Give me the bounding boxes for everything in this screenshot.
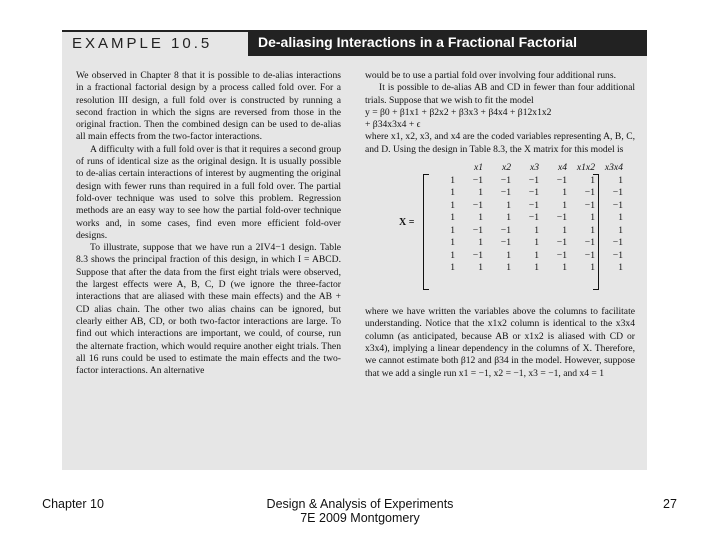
matrix-cell: 1	[450, 187, 455, 199]
matrix-label: X =	[399, 217, 415, 229]
matrix-cell: 1	[534, 262, 539, 274]
matrix-row	[427, 187, 623, 200]
matrix-cell: 1	[590, 262, 595, 274]
right-column	[365, 70, 635, 380]
matrix-header: x1x2	[576, 162, 595, 174]
textbook-page-image	[62, 30, 647, 470]
matrix-cell: −1	[612, 187, 623, 199]
matrix-cell: −1	[472, 224, 483, 236]
matrix-cell: 1	[562, 187, 567, 199]
matrix-cell: −1	[584, 237, 595, 249]
matrix-cell: −1	[556, 174, 567, 186]
matrix-cell: −1	[612, 237, 623, 249]
matrix-cell: 1	[506, 199, 511, 211]
left-paragraph-2: A difficulty with a full fold over is that it requires a second group of runs of identical size as the original design. It is usually possible to de-alias certain interactions of interest by augmenting the original design with fewer runs than required in a full fold over. The partial fold-over technique was used to solve this problem. Regression methods are an easy way to see how the partial fold-over technique works and, in some cases, find even more efficient fold-over designs.	[76, 143, 341, 241]
example-title: De-aliasing Interactions in a Fractional Factorial	[258, 34, 577, 50]
matrix-header: x2	[501, 162, 511, 174]
model-equation-continued: + β34x3x4 + ϵ	[365, 119, 421, 131]
matrix-row	[427, 175, 623, 188]
matrix-cell: 1	[450, 199, 455, 211]
matrix-cell: 1	[478, 262, 483, 274]
matrix-row	[427, 237, 623, 250]
matrix-header: x3	[529, 162, 539, 174]
matrix-cell: −1	[472, 199, 483, 211]
matrix-cell: −1	[500, 187, 511, 199]
matrix-header-row	[427, 162, 623, 175]
matrix-cell: 1	[478, 212, 483, 224]
matrix-cell: −1	[612, 199, 623, 211]
model-equation: y = β0 + β1x1 + β2x2 + β3x3 + β4x4 + β12x1x2	[365, 106, 552, 118]
matrix-cell: 1	[534, 237, 539, 249]
matrix-cell: 1	[478, 237, 483, 249]
footer-page-number: 27	[663, 497, 677, 511]
matrix-cell: −1	[528, 174, 539, 186]
matrix-cell: 1	[562, 224, 567, 236]
matrix-cell: −1	[556, 237, 567, 249]
right-paragraph-4: where we have written the variables above the columns to facilitate understanding. Notice that the x1x2 column is identical to the x3x4 column (as anticipated, because AB or x1x2 is aliased with CD or x3x4), implying a linear dependency in the columns of X. Therefore, we cannot estimate both β12 and β34 in the model. However, suppose that we add a single run x1 = −1, x2 = −1, x3 = −1, and x4 = 1	[365, 306, 635, 379]
matrix-cell: 1	[562, 262, 567, 274]
matrix-cell: 1	[478, 187, 483, 199]
matrix-cell: −1	[528, 199, 539, 211]
left-paragraph-1: We observed in Chapter 8 that it is possible to de-alias interactions in a fractional factorial design by a process called fold over. For a resolution III design, a full fold over is constructed by running a second fraction in which the signs are reversed from those in the original fraction. Then the combined design can be used to de-alias all main effects from the two-factor interactions.	[76, 70, 341, 143]
matrix-cell: 1	[506, 212, 511, 224]
matrix-cell: 1	[618, 212, 623, 224]
matrix-cell: 1	[506, 262, 511, 274]
matrix-cell: 1	[618, 262, 623, 274]
matrix-cell: −1	[528, 212, 539, 224]
matrix-cell: −1	[500, 224, 511, 236]
matrix-cell: 1	[450, 262, 455, 274]
matrix-cell: 1	[618, 224, 623, 236]
matrix-cell: 1	[450, 237, 455, 249]
matrix-cell: −1	[584, 187, 595, 199]
matrix-cell: 1	[590, 174, 595, 186]
matrix-cell: −1	[556, 212, 567, 224]
matrix-header: x3x4	[604, 162, 623, 174]
matrix-cell: 1	[450, 249, 455, 261]
left-paragraph-3: To illustrate, suppose that we have run a 2IV4−1 design. Table 8.3 shows the principal fraction of this design, in which I = ABCD. Suppose that after the data from the first eight trials were observed, the largest effects were A, B, C, D (we ignore the three-factor interactions that are aliased with these main effects) and the AB + CD alias chain. The other two alias chains can be ignored, but clearly either AB, CD, or both two-factor interactions are large. To find out which interactions are important, we could, of course, run the alternate fraction, which would require another eight trials. Then all 16 runs could be used to estimate the main effects and the two-factor interactions. An alternative	[76, 242, 341, 377]
example-title-box	[248, 30, 647, 56]
matrix-cell: −1	[500, 174, 511, 186]
matrix-row	[427, 250, 623, 263]
matrix-row	[427, 262, 623, 275]
matrix-cell: −1	[528, 187, 539, 199]
footer-course-title	[230, 497, 490, 525]
matrix-cell: 1	[506, 249, 511, 261]
matrix-cell: 1	[450, 212, 455, 224]
example-label-box	[62, 30, 248, 56]
footer-title-line-2: 7E 2009 Montgomery	[300, 511, 420, 525]
matrix-cell: 1	[590, 224, 595, 236]
matrix-cell: −1	[584, 249, 595, 261]
right-paragraph-3: where x1, x2, x3, and x4 are the coded variables representing A, B, C, and D. Using the design in Table 8.3, the X matrix for this model is	[365, 131, 635, 155]
matrix-header: x4	[557, 162, 567, 174]
matrix-cell: −1	[584, 199, 595, 211]
matrix-header: x1	[473, 162, 483, 174]
matrix-cell: 1	[590, 212, 595, 224]
matrix-row	[427, 225, 623, 238]
matrix-row	[427, 212, 623, 225]
left-column	[76, 70, 341, 377]
matrix-cell: 1	[534, 224, 539, 236]
matrix-cell: −1	[472, 174, 483, 186]
matrix-cell: −1	[556, 249, 567, 261]
right-paragraph-2: It is possible to de-alias AB and CD in fewer than four additional trials. Suppose that we wish to fit the model	[365, 82, 635, 106]
matrix-cell: 1	[618, 174, 623, 186]
example-label: EXAMPLE 10.5	[72, 35, 213, 52]
matrix-cell: −1	[472, 249, 483, 261]
matrix-cell: 1	[534, 249, 539, 261]
example-header	[62, 30, 647, 56]
matrix-cell: 1	[450, 174, 455, 186]
matrix-cell: 1	[450, 224, 455, 236]
footer-title-line-1: Design & Analysis of Experiments	[266, 497, 454, 511]
matrix-body	[427, 175, 623, 275]
matrix-header	[427, 162, 455, 175]
matrix-table	[427, 162, 623, 275]
footer-chapter: Chapter 10	[42, 497, 104, 511]
x-matrix	[365, 160, 635, 300]
matrix-row	[427, 200, 623, 213]
matrix-cell: 1	[562, 199, 567, 211]
matrix-cell: −1	[612, 249, 623, 261]
right-paragraph-1: would be to use a partial fold over involving four additional runs.	[365, 70, 616, 81]
matrix-cell: −1	[500, 237, 511, 249]
